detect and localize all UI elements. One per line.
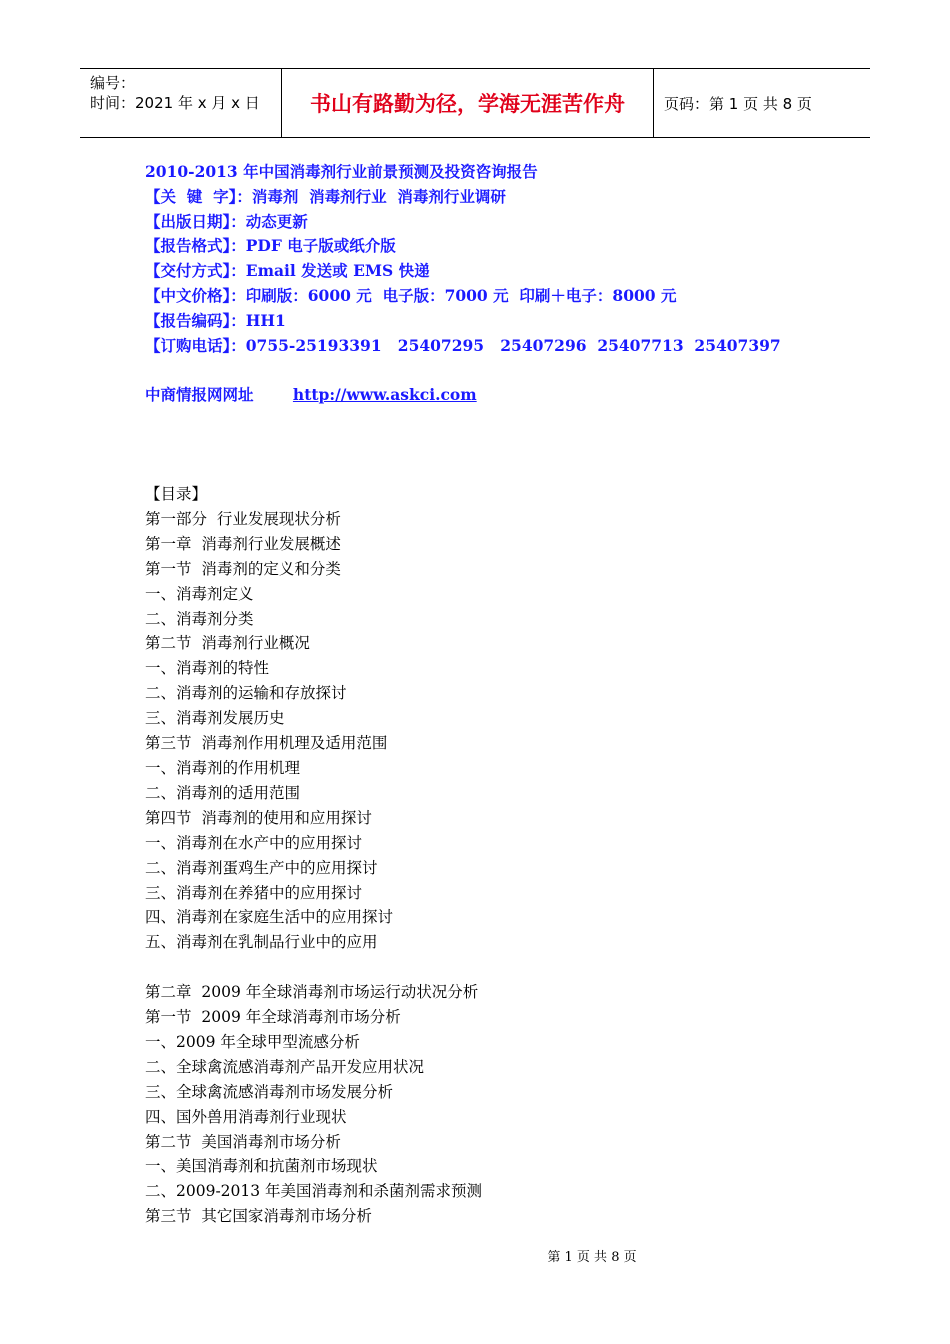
header-meta [80, 69, 282, 137]
toc-item: 第一节 消毒剂的定义和分类 [145, 559, 341, 578]
toc-item: 四、国外兽用消毒剂行业现状 [145, 1107, 347, 1126]
report-delivery: 【交付方式】：Email 发送或 EMS 快递 [145, 261, 430, 281]
toc-item: 三、消毒剂在养猪中的应用探讨 [145, 883, 363, 902]
toc-heading: 【目录】 [145, 485, 208, 503]
toc-item: 第四节 消毒剂的使用和应用探讨 [145, 808, 372, 827]
number-label: 编号： [90, 74, 136, 92]
toc-item: 三、全球禽流感消毒剂市场发展分析 [145, 1082, 394, 1101]
toc-item: 二、全球禽流感消毒剂产品开发应用状况 [145, 1057, 425, 1076]
toc-item: 四、消毒剂在家庭生活中的应用探讨 [145, 908, 394, 927]
site-line [145, 383, 477, 405]
report-code: 【报告编码】：HH1 [145, 310, 286, 330]
toc-item: 二、消毒剂的适用范围 [145, 783, 301, 802]
toc-item: 第一节 2009 年全球消毒剂市场分析 [145, 1008, 401, 1027]
toc-item: 三、消毒剂发展历史 [145, 709, 285, 728]
report-keywords: 【关 键 字】：消毒剂 消毒剂行业 消毒剂行业调研 [145, 186, 506, 206]
toc-item: 第二章 2009 年全球消毒剂市场运行动状况分析 [145, 983, 479, 1002]
toc-item: 第三节 消毒剂作用机理及适用范围 [145, 734, 388, 753]
toc-item: 一、美国消毒剂和抗菌剂市场现状 [145, 1157, 378, 1176]
toc-item: 第二节 美国消毒剂市场分析 [145, 1132, 341, 1151]
toc-item: 二、消毒剂的运输和存放探讨 [145, 684, 347, 703]
page-header [80, 68, 870, 138]
report-phone: 【订购电话】：0755-25193391 25407295 25407296 25407713 25407397 [145, 335, 781, 355]
toc-item: 一、消毒剂在水产中的应用探讨 [145, 833, 363, 852]
table-of-contents [145, 482, 482, 1229]
toc-item: 一、消毒剂的作用机理 [145, 758, 301, 777]
toc-spacer [145, 955, 482, 980]
report-pub-date: 【出版日期】：动态更新 [145, 211, 308, 231]
toc-item: 第三节 其它国家消毒剂市场分析 [145, 1207, 372, 1226]
toc-item: 二、消毒剂分类 [145, 609, 254, 628]
report-info [145, 160, 781, 358]
header-page-label: 页码：第 1 页 共 8 页 [664, 94, 812, 113]
header-motto: 书山有路勤为径，学海无涯苦作舟 [282, 69, 654, 137]
toc-item: 二、2009-2013 年美国消毒剂和杀菌剂需求预测 [145, 1182, 483, 1201]
toc-group-2 [145, 980, 482, 1229]
toc-item: 第二节 消毒剂行业概况 [145, 634, 310, 653]
page-footer: 第 1 页 共 8 页 [547, 1250, 637, 1265]
toc-item: 第一部分 行业发展现状分析 [145, 509, 341, 528]
toc-item: 一、消毒剂的特性 [145, 659, 270, 678]
site-label: 中商情报网网址 [145, 385, 254, 404]
time-label: 时间：2021 年 x 月 x 日 [90, 94, 260, 112]
toc-group-1 [145, 507, 482, 955]
toc-item: 一、2009 年全球甲型流感分析 [145, 1032, 360, 1051]
toc-item: 第一章 消毒剂行业发展概述 [145, 534, 341, 553]
report-format: 【报告格式】：PDF 电子版或纸介版 [145, 236, 396, 256]
report-price: 【中文价格】：印刷版：6000 元 电子版：7000 元 印刷＋电子：8000 元 [145, 285, 677, 305]
toc-item: 一、消毒剂定义 [145, 584, 254, 603]
report-title: 2010-2013 年中国消毒剂行业前景预测及投资咨询报告 [145, 162, 538, 181]
toc-item: 二、消毒剂蛋鸡生产中的应用探讨 [145, 858, 378, 877]
site-url-link[interactable]: http://www.askci.com [292, 385, 477, 404]
toc-item: 五、消毒剂在乳制品行业中的应用 [145, 933, 378, 952]
